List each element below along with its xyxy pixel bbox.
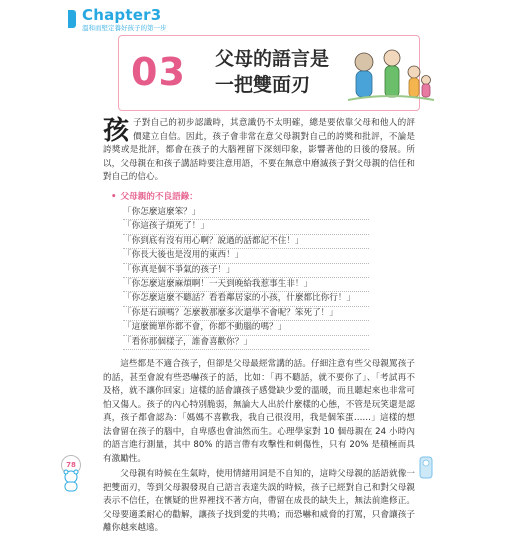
article-content [103,117,415,536]
quote-item: 「你怎麼這麼笨？」 [123,206,369,220]
intro-text: 子對自己的初步認識時，其意識仍不太明確，總是要依靠父母和他人的評價建立自信。因此，孩子會非常在意父母親對自己的誇獎和批評，不論是誇獎或是批評，都會在孩子的大腦裡留下深刻印象，影響著他的日後的發展。所以，父母親在和孩子講話時要注意用語，不要在無意中磨滅孩子對父母親的信任和對自己的信心。 [103,118,415,182]
quote-item: 「看你那個樣子，誰會喜歡你？」 [123,336,369,350]
chapter-subtitle: 溫和而堅定養好孩子的第一步 [82,24,167,32]
intro-paragraph [103,117,415,185]
section-title-line-2: 一把雙面刃 [215,74,311,96]
quote-item: 「你怎麼這麼不聽話？看看鄰居家的小孩，什麼都比你行！」 [123,292,369,306]
body-paragraph-1: 這些都是不適合孩子，但卻是父母最經常講的話。仔細注意有些父母親罵孩子的話，甚至會說有些恐嚇孩子的話，比如：「再不聽話，就不要你了」、「考試再不及格，就不讓你回家」這樣的話會讓孩子感覺缺少愛的溫暖，而且聽起來也非常可怕又傷人。孩子的內心特別脆弱，無論大人出於什麼樣的心態，不管是玩笑還是認真，孩子都會認為：「媽媽不喜歡我，我自己很沒用，我是個笨蛋……」這樣的想法會留在孩子的腦中，自卑感也會油然而生。心理學家對 10 個母親在 24 小時內的語言進行測量，其中 80% 的語言帶有攻擊性和刺傷性，只有 20% 是積極而具有激勵性。 [103,359,415,464]
quote-item: 「你怎麼這麼麻煩啊！一天到晚給我惹事生非！」 [123,278,369,292]
drop-cap: 孩 [103,116,130,146]
quote-item: 「你這孩子煩死了！」 [123,220,369,234]
body-paragraph-2: 父母親有時候在生氣時，使用情緒用詞是不自知的，這時父母親的話語就像一把雙面刃，等到父母親發現自己語言表達失誤的時候，孩子已經對自己和對父母親表示不信任，在懷疑的世界裡找不著方向，帶留在成長的缺失上，無法前進修正。父母要適柔耐心的勸解，讓孩子找到愛的共鳴；而恐嚇和威脅的打罵，只會讓孩子離你越來越遠。 [103,469,415,534]
section-number: 03 [131,50,186,94]
quote-item: 「你到底有沒有用心啊？說過的話都記不住！」 [123,235,369,249]
quote-list [103,206,415,350]
side-decoration-icon [417,455,435,480]
quote-item: 「你長大後也是沒用的東西！」 [123,249,369,263]
family-illustration [346,40,436,110]
bullet-icon: • [111,191,117,202]
subheading-text: 父母親的不良語錄： [120,191,198,202]
chapter-tag [72,6,232,32]
quote-item: 「你真是個不爭氣的孩子！」 [123,264,369,278]
section-title-line-1: 父母的語言是 [215,48,330,70]
quote-item: 「這麼簡單你都不會，你都不動腦的嗎？」 [123,321,369,335]
chapter-title: Chapter3 [82,6,162,24]
section-title [215,46,329,98]
bear-mascot-icon [60,468,82,492]
page-number: 78 [61,455,81,475]
chapter-tab-marker [68,10,76,28]
quote-item: 「你是石頭嗎？怎麼教那麼多次還學不會呢？笨死了！」 [123,307,369,321]
subheading [111,191,415,205]
